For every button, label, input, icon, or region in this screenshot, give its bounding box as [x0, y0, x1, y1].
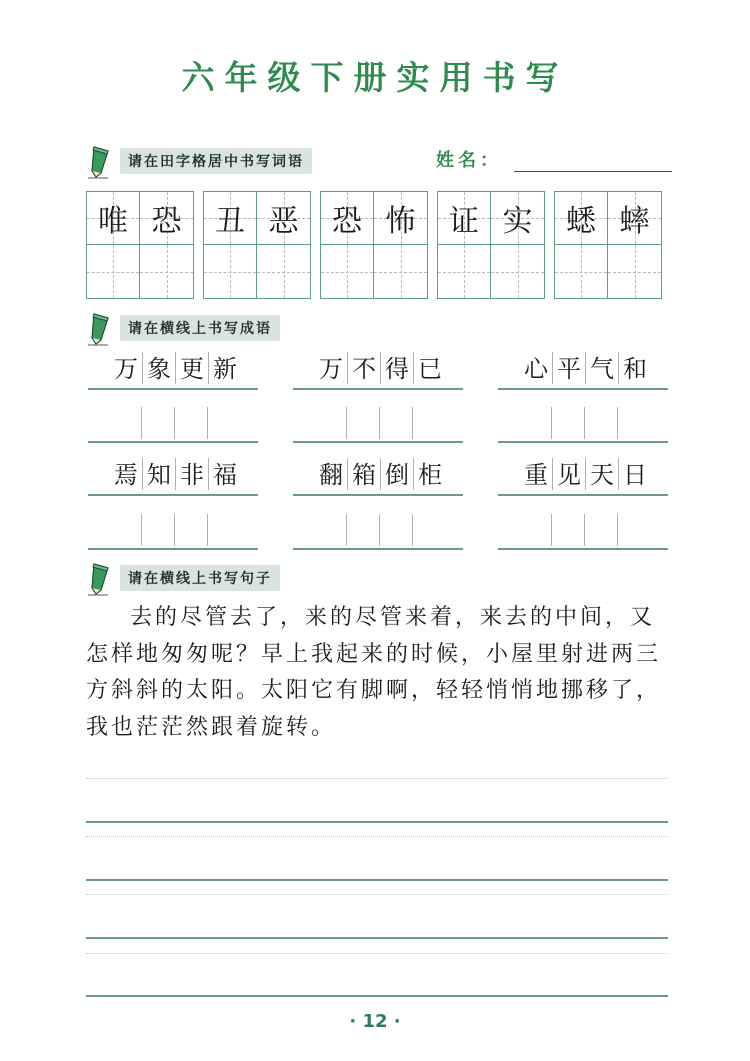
idiom-char: 日 — [623, 461, 647, 489]
page-number: · 12 · — [349, 1011, 401, 1032]
char-cell: 恶 — [257, 192, 310, 245]
practice-cell[interactable] — [374, 245, 427, 298]
writing-guide-line — [86, 953, 668, 954]
word-box — [554, 191, 662, 299]
writing-guide-line — [86, 894, 668, 895]
idiom-char: 和 — [623, 355, 647, 383]
idiom-char: 焉 — [114, 461, 138, 489]
idiom-char: 心 — [524, 355, 548, 383]
word-box — [203, 191, 311, 299]
char-cell: 蟀 — [608, 192, 661, 245]
idiom-char: 重 — [524, 461, 548, 489]
pencil-icon — [86, 143, 112, 179]
idiom-char: 平 — [557, 355, 581, 383]
idiom-practice-line[interactable] — [293, 393, 463, 443]
char-cell: 实 — [491, 192, 544, 245]
idiom-char: 箱 — [352, 461, 376, 489]
idiom-char: 万 — [114, 355, 138, 383]
writing-guide-line — [86, 836, 668, 837]
passage-text — [86, 600, 676, 746]
idiom-item — [293, 446, 463, 496]
idiom-char: 更 — [180, 355, 204, 383]
section-header-idioms — [86, 313, 280, 343]
passage-paragraph: 去的尽管去了，来的尽管来着，来去的中间，又怎样地匆匆呢？早上我起来的时候，小屋里射进两三方斜斜的太阳。太阳它有脚啊，轻轻悄悄地挪移了，我也茫茫然跟着旋转。 — [86, 605, 662, 740]
practice-cell[interactable] — [438, 245, 491, 298]
idiom-practice-line[interactable] — [88, 500, 258, 550]
name-field — [436, 146, 672, 172]
idiom-char: 得 — [385, 355, 409, 383]
pencil-icon — [86, 560, 112, 596]
idiom-char: 非 — [180, 461, 204, 489]
char-cell: 蟋 — [555, 192, 608, 245]
writing-line[interactable] — [86, 821, 668, 823]
idiom-char: 翻 — [319, 461, 343, 489]
practice-cell[interactable] — [204, 245, 257, 298]
idiom-char: 见 — [557, 461, 581, 489]
writing-line[interactable] — [86, 937, 668, 939]
idiom-practice-line[interactable] — [293, 500, 463, 550]
idiom-item — [498, 446, 668, 496]
writing-guide-line — [86, 778, 668, 779]
char-cell: 恐 — [321, 192, 374, 245]
practice-cell[interactable] — [140, 245, 193, 298]
page-title: 六年级下册实用书写 — [181, 58, 569, 97]
practice-cell[interactable] — [321, 245, 374, 298]
practice-cell[interactable] — [257, 245, 310, 298]
tianzige-grid — [86, 191, 662, 299]
idiom-item — [498, 340, 668, 390]
idiom-char: 气 — [590, 355, 614, 383]
char-cell: 恐 — [140, 192, 193, 245]
section-label: 请在横线上书写句子 — [120, 565, 280, 591]
idiom-item — [293, 340, 463, 390]
idiom-char: 新 — [213, 355, 237, 383]
char-cell: 证 — [438, 192, 491, 245]
idiom-char: 福 — [213, 461, 237, 489]
practice-cell[interactable] — [87, 245, 140, 298]
char-cell: 唯 — [87, 192, 140, 245]
idiom-char: 天 — [590, 461, 614, 489]
word-box — [320, 191, 428, 299]
idiom-char: 象 — [147, 355, 171, 383]
idiom-char: 倒 — [385, 461, 409, 489]
idiom-char: 知 — [147, 461, 171, 489]
char-cell: 丑 — [204, 192, 257, 245]
idiom-practice-line[interactable] — [88, 393, 258, 443]
practice-cell[interactable] — [608, 245, 661, 298]
idiom-item — [88, 340, 258, 390]
writing-line[interactable] — [86, 879, 668, 881]
practice-cell[interactable] — [491, 245, 544, 298]
idiom-char: 不 — [352, 355, 376, 383]
idiom-practice-line[interactable] — [498, 500, 668, 550]
idiom-char: 万 — [319, 355, 343, 383]
writing-line[interactable] — [86, 995, 668, 997]
char-cell: 怖 — [374, 192, 427, 245]
name-label: 姓名： — [436, 150, 502, 171]
idiom-practice-line[interactable] — [498, 393, 668, 443]
word-box — [86, 191, 194, 299]
idiom-char: 已 — [418, 355, 442, 383]
idiom-char: 柜 — [418, 461, 442, 489]
idiom-item — [88, 446, 258, 496]
section-header-sentences — [86, 563, 280, 593]
word-box — [437, 191, 545, 299]
section-header-words — [86, 146, 312, 176]
section-label: 请在田字格居中书写词语 — [120, 148, 312, 174]
section-label: 请在横线上书写成语 — [120, 315, 280, 341]
name-input-line[interactable] — [514, 151, 672, 172]
practice-cell[interactable] — [555, 245, 608, 298]
